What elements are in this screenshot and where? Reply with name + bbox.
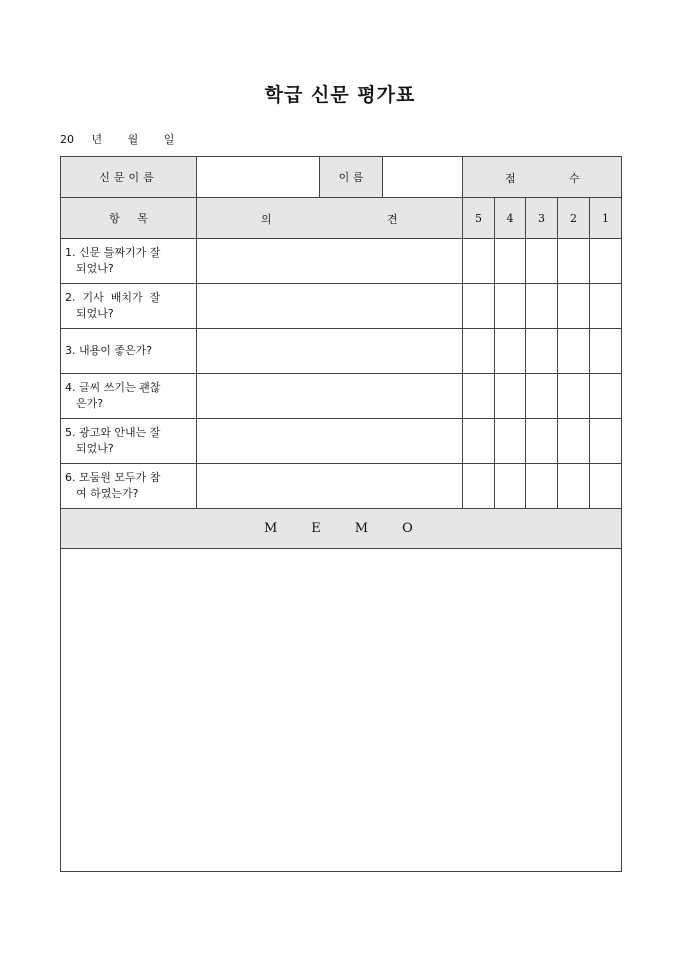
score-1-header: 1 [590,198,622,239]
item-line2: 되었나? [76,262,114,275]
student-name-input[interactable] [383,157,463,198]
score-cell-3[interactable] [526,239,558,284]
evaluation-grid [60,156,622,872]
score-cell-1[interactable] [590,464,622,509]
opinion-cell[interactable] [197,329,463,374]
score-cell-1[interactable] [590,374,622,419]
item-line1: 3. 내용이 좋은가? [65,344,153,357]
table-row [61,464,622,509]
date-line [60,131,188,147]
score-cell-2[interactable] [558,329,590,374]
score-cell-4[interactable] [495,419,526,464]
score-2-header: 2 [558,198,590,239]
date-month-label: 월 [127,133,139,146]
date-year: 20 [60,133,74,146]
item-label [61,419,197,464]
opinion-cell[interactable] [197,239,463,284]
score-cell-4[interactable] [495,464,526,509]
item-line2: 여 하였는가? [76,487,139,500]
item-label [61,329,197,374]
score-5-header: 5 [463,198,495,239]
opinion-cell[interactable] [197,284,463,329]
item-line2: 되었나? [76,442,114,455]
score-cell-4[interactable] [495,329,526,374]
score-cell-1[interactable] [590,284,622,329]
score-cell-1[interactable] [590,239,622,284]
score-cell-5[interactable] [463,464,495,509]
score-cell-2[interactable] [558,284,590,329]
opinion-label-2: 견 [387,213,398,226]
date-year-label: 년 [91,133,103,146]
score-4-header: 4 [495,198,526,239]
score-header-cell [463,157,622,198]
item-line1: 6. 모둠원 모두가 참 [65,471,161,484]
page-title: 학급 신문 평가표 [264,84,416,106]
score-cell-4[interactable] [495,284,526,329]
opinion-cell[interactable] [197,419,463,464]
item-label [61,374,197,419]
score-cell-1[interactable] [590,419,622,464]
item-line1: 5. 광고와 안내는 잘 [65,426,161,439]
table-row [61,329,622,374]
item-label [61,464,197,509]
item-line2: 은가? [76,397,104,410]
date-day-label: 일 [163,133,175,146]
item-label [61,284,197,329]
score-cell-3[interactable] [526,419,558,464]
score-cell-3[interactable] [526,374,558,419]
item-line1: 1. 신문 틀짜기가 잘 [65,246,161,259]
score-3-header: 3 [526,198,558,239]
score-cell-5[interactable] [463,329,495,374]
score-cell-4[interactable] [495,374,526,419]
score-cell-5[interactable] [463,419,495,464]
score-cell-3[interactable] [526,329,558,374]
newspaper-name-label-cell: 신문이름 [61,157,197,198]
score-cell-2[interactable] [558,464,590,509]
opinion-label-1: 의 [261,213,272,226]
item-line1: 2. 기사 배치가 잘 [65,291,161,304]
score-label-2: 수 [569,172,580,185]
table-row [61,284,622,329]
opinion-cell[interactable] [197,464,463,509]
memo-area[interactable] [61,549,622,872]
score-cell-1[interactable] [590,329,622,374]
score-cell-5[interactable] [463,284,495,329]
memo-header [61,509,622,549]
table-row [61,419,622,464]
score-cell-2[interactable] [558,419,590,464]
score-cell-5[interactable] [463,374,495,419]
score-cell-3[interactable] [526,284,558,329]
item-line1: 4. 글씨 쓰기는 괜찮 [65,381,161,394]
table-row [61,374,622,419]
opinion-cell[interactable] [197,374,463,419]
student-name-label: 이 름 [320,157,383,198]
memo-label: MEMO [264,521,447,536]
item-label [61,239,197,284]
newspaper-name-input[interactable] [197,157,320,198]
score-cell-3[interactable] [526,464,558,509]
score-label-1: 점 [505,172,516,185]
table-row [61,239,622,284]
score-cell-2[interactable] [558,239,590,284]
item-line2: 되었나? [76,307,114,320]
score-cell-2[interactable] [558,374,590,419]
score-cell-4[interactable] [495,239,526,284]
item-header: 항 목 [61,198,197,239]
opinion-header [197,198,463,239]
score-cell-5[interactable] [463,239,495,284]
